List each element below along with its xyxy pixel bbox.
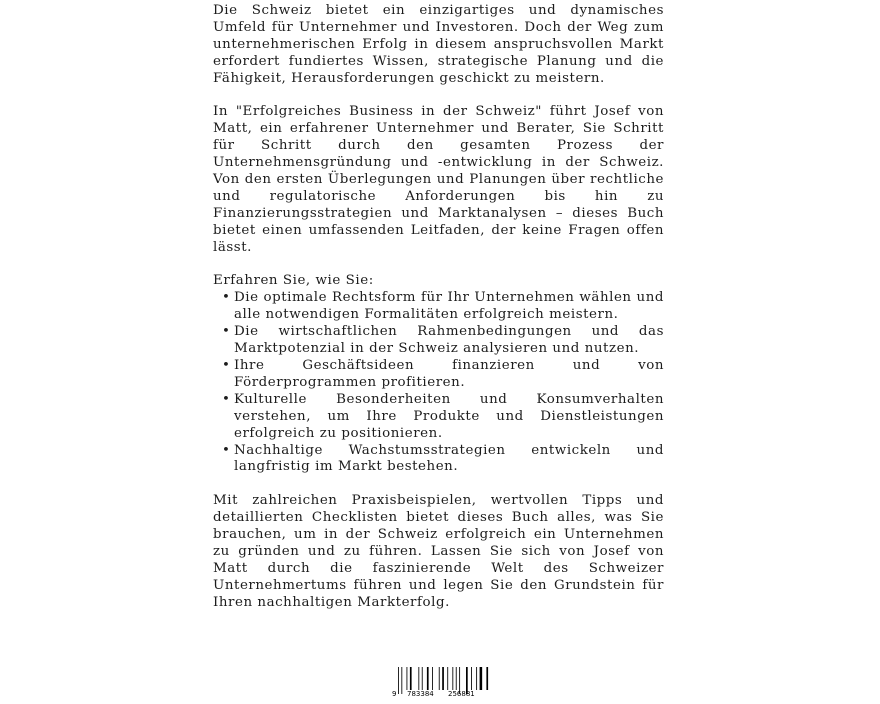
list-item-text: Ihre Geschäftsideen finanzieren und von Förderprogrammen profitieren. (234, 358, 664, 390)
paragraph-closing: Mit zahlreichen Praxisbeispielen, wertvollen Tipps und detaillierten Checklisten bietet dieses Buch alles, was Sie brauchen, um in der Schweiz erfolgreich ein Unternehmen zu gründen und zu führen. Lassen Sie sich von Josef von Matt durch die faszinierende Welt des Schweizer Unternehmertums führen und legen Sie den Grundstein für Ihren nachhaltigen Markterfolg. (213, 493, 664, 610)
list-item-text: Nachhaltige Wachstumsstrategien entwickeln und langfristig im Markt bestehen. (234, 442, 664, 475)
list-item-text: Die optimale Rechtsform für Ihr Unternehmen wählen und alle notwendigen Formalitäten erfolgreich meistern. (234, 290, 664, 323)
list-item (213, 290, 664, 324)
list-item-text: Die wirtschaftlichen Rahmenbedingungen und das Marktpotenzial in der Schweiz analysieren und nutzen. (234, 324, 664, 357)
bullet-list (213, 290, 664, 476)
list-item-text: Kulturelle Besonderheiten und Konsumverhalten verstehen, um Ihre Produkte und Dienstleistungen erfolgreich zu positionieren. (234, 391, 664, 441)
barcode-left-digits: 783384 (407, 690, 434, 698)
list-item (213, 324, 664, 358)
bullet-icon: • (222, 358, 231, 373)
back-cover-text (213, 3, 664, 628)
isbn-barcode (392, 665, 492, 699)
list-item (213, 443, 664, 477)
paragraph-intro: Die Schweiz bietet ein einzigartiges und dynamisches Umfeld für Unternehmer und Investoren. Doch der Weg zum unternehmerischen Erfolg in diesem anspruchsvollen Markt erfordert fundiertes Wissen, strategische Planung und die Fähigkeit, Herausforderungen geschickt zu meistern. (213, 3, 664, 86)
bullet-icon: • (222, 442, 231, 458)
barcode-lead-digit: 9 (392, 690, 397, 698)
list-intro: Erfahren Sie, wie Sie: (213, 273, 374, 289)
bullet-icon: • (222, 324, 231, 340)
bullet-icon: • (222, 391, 231, 407)
list-item (213, 358, 664, 392)
list-item (213, 392, 664, 443)
paragraph-book-summary: In "Erfolgreiches Business in der Schweiz" führt Josef von Matt, ein erfahrener Unternehmer und Berater, Sie Schritt für Schritt durch den gesamten Prozess der Unternehmensgründung und -entwicklung in der Schweiz. Von den ersten Überlegungen und Planungen über rechtliche und regulatorische Anforderungen bis hin zu Finanzierungsstrategien und Marktanalysen – dieses Buch bietet einen umfassenden Leitfaden, der keine Fragen offen lässt. (213, 104, 664, 255)
barcode-right-digits: 256881 (448, 690, 475, 698)
bullet-icon: • (222, 290, 231, 306)
